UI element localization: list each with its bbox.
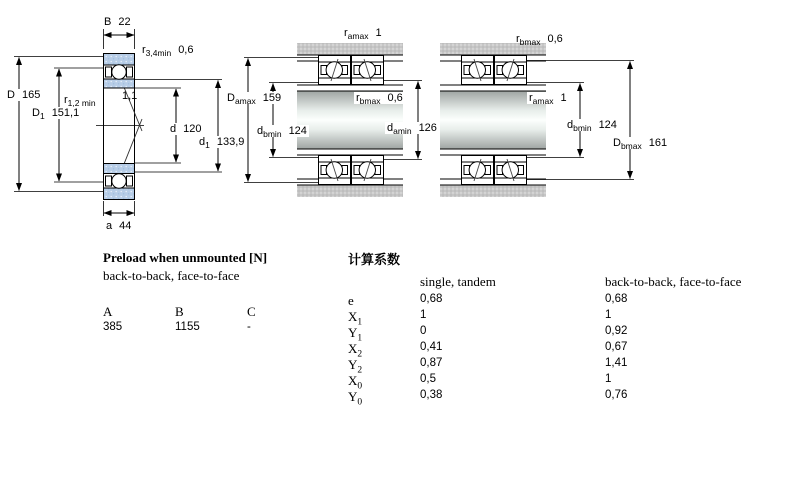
factors-row-X0: $X_0$ 0,5 1 <box>348 373 612 392</box>
bearing <box>319 56 351 85</box>
preload-col-B: B <box>175 304 184 319</box>
factors-row-e: e 0,68 0,68 <box>348 293 628 308</box>
preload-values-row <box>103 321 319 333</box>
preload-value-A: 385 <box>103 321 123 333</box>
cage <box>106 67 112 77</box>
housing-bottom <box>440 185 546 197</box>
factors-row-X1: $X_1$ 1 1 <box>348 309 612 328</box>
preload-title: Preload when unmounted [N] <box>103 250 268 265</box>
dim-label-D1: $D_1$ 151,1 <box>32 107 80 122</box>
bearing <box>352 56 384 85</box>
factors-row-Y2: $Y_2$ 0,87 1,41 <box>348 357 628 376</box>
dim-label-d: d 120 <box>170 123 202 135</box>
inner-ring <box>104 79 135 88</box>
bearing <box>495 56 527 85</box>
dim-label-r12min: $r_{1,2 min}$ <box>64 94 96 109</box>
bearing <box>352 156 384 185</box>
dim-label-rbmax: $r_{bmax}$ 0,6 <box>356 92 403 107</box>
dim-label-d1: $d_1$ 133,9 <box>199 136 245 151</box>
factors-row-X2: $X_2$ 0,41 0,67 <box>348 341 628 360</box>
housing-top <box>297 43 403 55</box>
dim-label-dbmin: $d_{bmin}$ 124 <box>257 125 307 140</box>
factors-row-Y0: $Y_0$ 0,38 0,76 <box>348 389 628 408</box>
single-bearing-top-section <box>104 54 135 89</box>
calculation-factors-table <box>348 249 742 408</box>
dim-label-ramax: $r_{amax}$ 1 <box>344 27 382 42</box>
outer-ring <box>104 54 135 66</box>
bearing <box>462 56 494 85</box>
preload-col-A: A <box>103 304 113 319</box>
dim-label-dbmin-right: $d_{bmin}$ 124 <box>567 119 617 134</box>
inner-ring <box>104 164 135 174</box>
outer-ring <box>104 188 135 200</box>
dim-label-D: D 165 <box>7 89 41 101</box>
dim-label-a: a 44 <box>106 220 132 232</box>
dim-label-Dbmax: $D_{bmax}$ 161 <box>613 137 668 152</box>
preload-subtitle: back-to-back, face-to-face <box>103 268 240 283</box>
bearing <box>495 156 527 185</box>
dim-label-r12min-value: 1,1 <box>122 90 138 102</box>
factors-title: 计算系数 <box>348 252 401 267</box>
bearing <box>319 156 351 185</box>
dim-label-rbmax-right: $r_{bmax}$ 0,6 <box>516 33 563 48</box>
dim-label-B: B 22 <box>104 16 131 28</box>
bearing <box>462 156 494 185</box>
preload-table <box>103 250 319 333</box>
ball <box>112 174 126 188</box>
factors-header-row <box>348 274 741 290</box>
single-bearing-bottom-section <box>104 164 135 200</box>
cage <box>106 176 112 186</box>
factors-col-single: single, tandem <box>420 274 496 289</box>
dim-label-ramax-right: $r_{amax}$ 1 <box>529 92 567 107</box>
preload-value-C: - <box>247 321 251 333</box>
cage <box>127 176 133 186</box>
dim-label-damin: $d_{amin}$ 126 <box>387 122 437 137</box>
dim-label-Damax: $D_{amax}$ 159 <box>227 92 282 107</box>
mounted-pair-left-figure <box>244 43 422 197</box>
preload-col-C: C <box>247 304 256 319</box>
dim-label-r34min: $r_{3,4min}$ 0,6 <box>142 44 194 59</box>
factors-row-Y1: $Y_1$ 0 0,92 <box>348 325 628 344</box>
cage <box>127 67 133 77</box>
factors-col-paired: back-to-back, face-to-face <box>605 274 742 289</box>
ball <box>112 65 126 79</box>
preload-header-row <box>103 304 319 320</box>
preload-value-B: 1155 <box>175 321 200 333</box>
housing-bottom <box>297 185 403 197</box>
